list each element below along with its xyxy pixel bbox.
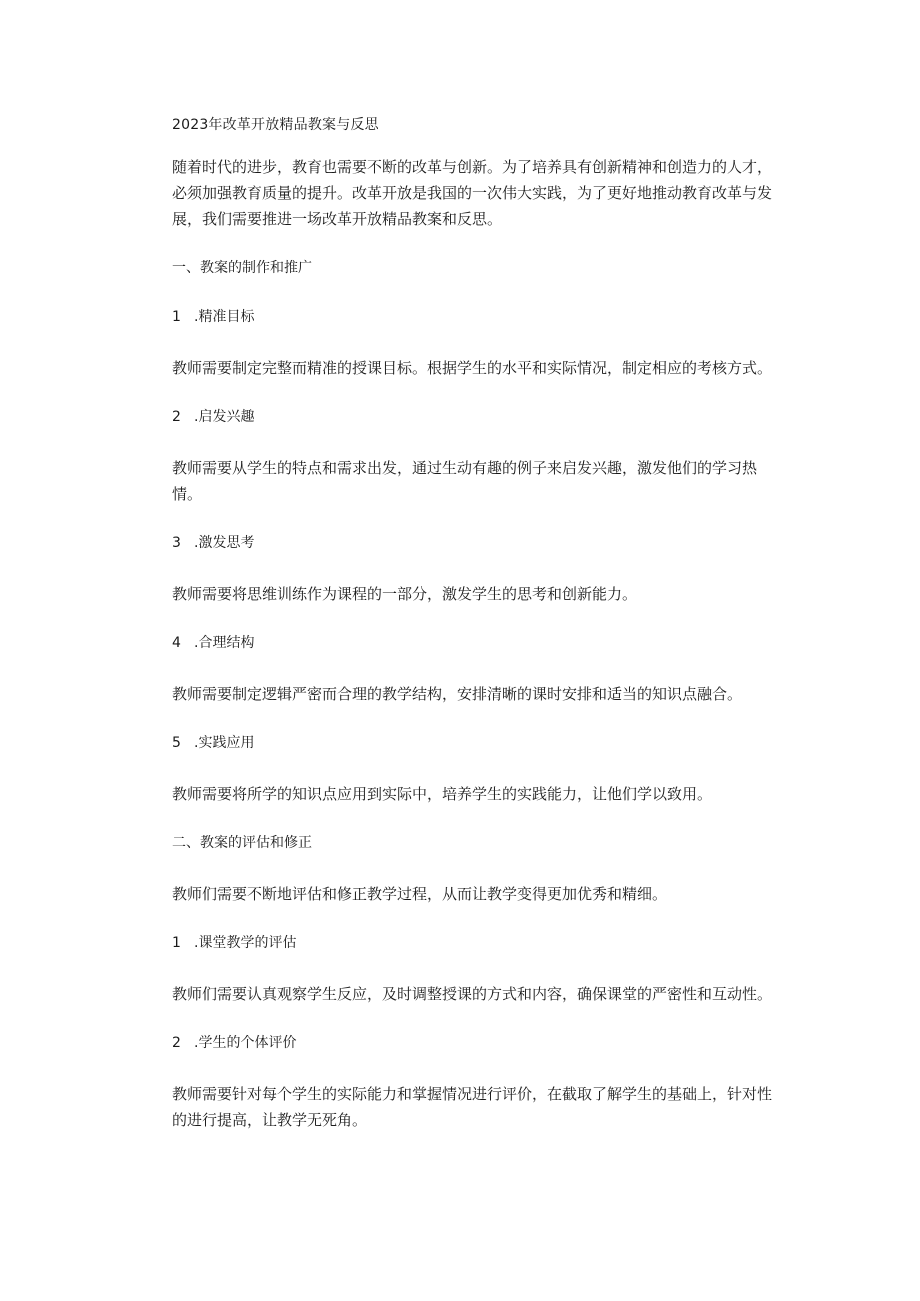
section-1-item-1-body: 教师需要制定完整而精准的授课目标。根据学生的水平和实际情况，制定相应的考核方式。 [172,359,773,377]
section-1-item-4-title [172,632,772,654]
item-number: 2 [172,409,181,425]
item-title-text: .学生的个体评价 [194,1035,297,1051]
section-2-item-2-body: 教师需要针对每个学生的实际能力和掌握情况进行评价，在截取了解学生的基础上，针对性的进行提高，让教学无死角。 [172,1085,773,1129]
item-number: 5 [172,735,181,751]
section-1-item-3-title [172,532,772,554]
section-2-heading: 二、教案的评估和修正 [172,835,312,851]
item-number: 1 [172,309,181,325]
section-1-item-2-body: 教师需要从学生的特点和需求出发，通过生动有趣的例子来启发兴趣，激发他们的学习热情。 [172,459,758,503]
item-title-text: .合理结构 [194,635,255,651]
section-2-item-1-title [172,932,772,954]
item-title-text: .启发兴趣 [194,409,255,425]
item-number: 3 [172,535,181,551]
section-2-intro: 教师们需要不断地评估和修正教学过程，从而让教学变得更加优秀和精细。 [172,885,668,903]
section-1-item-1-title [172,306,772,328]
section-2-item-1-body: 教师们需要认真观察学生反应，及时调整授课的方式和内容，确保课堂的严密性和互动性。 [172,985,773,1003]
item-title-text: .实践应用 [194,735,255,751]
section-1-item-5-title [172,732,772,754]
document-body [172,114,772,1158]
document-title: 2023年改革开放精品教案与反思 [172,117,379,133]
item-number: 1 [172,935,181,951]
section-1-item-2-title [172,406,772,428]
section-1-item-5-body: 教师需要将所学的知识点应用到实际中，培养学生的实践能力，让他们学以致用。 [172,785,713,803]
item-number: 2 [172,1035,181,1051]
section-1-item-3-body: 教师需要将思维训练作为课程的一部分，激发学生的思考和创新能力。 [172,585,638,603]
section-2-item-2-title [172,1032,772,1054]
section-1-heading: 一、教案的制作和推广 [172,260,312,276]
item-title-text: .激发思考 [194,535,255,551]
section-1-item-4-body: 教师需要制定逻辑严密而合理的教学结构，安排清晰的课时安排和适当的知识点融合。 [172,685,743,703]
intro-paragraph: 随着时代的进步，教育也需要不断的改革与创新。为了培养具有创新精神和创造力的人才，必须加强教育质量的提升。改革开放是我国的一次伟大实践，为了更好地推动教育改革与发展，我们需要推进一场改革开放精品教案和反思。 [172,158,773,228]
item-title-text: .精准目标 [194,309,255,325]
item-title-text: .课堂教学的评估 [194,935,297,951]
item-number: 4 [172,635,181,651]
